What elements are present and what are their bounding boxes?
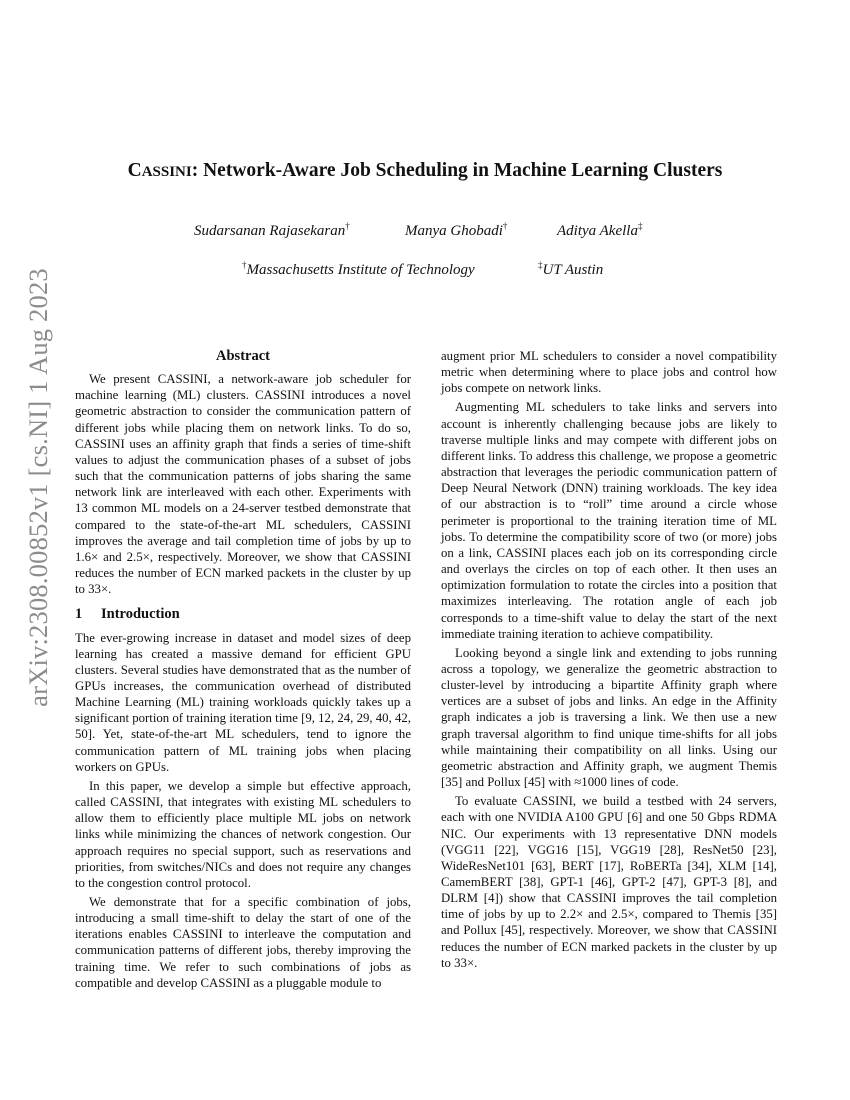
intro-paragraph-5: Looking beyond a single link and extending to jobs running across a topology, we generalize the geometric abstraction to cluster-level by introducing a bipartite Affinity graph where vertices are a subset of jobs and links. An edge in the Affinity graph indicates a job is traversing a link. We then use a new graph traversal algorithm to find unique time-shifts for all jobs while maintaining their compatibility on all links. Using our geometric abstraction and Affinity graph, we augment Themis [35] and Pollux [45] with ≈1000 lines of code.	[441, 645, 777, 790]
abstract-text: We present CASSINI, a network-aware job scheduler for machine learning (ML) clusters. CASSINI introduces a novel geometric abstraction to consider the communication pattern of different jobs while placing them on network links. To do so, CASSINI uses an affinity graph that finds a series of time-shift values to adjust the communication phases of a subset of jobs such that the communication patterns of jobs sharing the same network link are interleaved with each other. Experiments with 13 common ML models on a 24-server testbed demonstrate that compared to the state-of-the-art ML schedulers, CASSINI improves the average and tail completion time of jobs by up to 1.6× and 2.5×, respectively. Moreover, we show that CASSINI reduces the number of ECN marked packets in the cluster by up to 33×.	[75, 372, 411, 597]
intro-paragraph-2: In this paper, we develop a simple but effective approach, called CASSINI, that integrates with existing ML schedulers to allow them to efficiently place multiple ML jobs on network links while minimizing the chances of network congestion. Our approach requires no special support, such as reservations and priorities, from switches/NICs and does not require any changes to the congestion control protocol.	[75, 778, 411, 890]
section-heading-introduction	[75, 606, 411, 622]
intro-paragraph-6: To evaluate CASSINI, we build a testbed with 24 servers, each with one NVIDIA A100 GPU [6] and one 50 Gbps RDMA NIC. Our experiments with 13 representative DNN models (VGG11 [22], VGG16 [15], VGG19 [28], ResNet50 [23], WideResNet101 [63], BERT [17], RoBERTa [34], XLM [14], CamemBERT [38], GPT-1 [46], GPT-2 [47], GPT-3 [8], and DLRM [4]) show that CASSINI improves the tail completion time of jobs by up to 2.2× and 2.5×, compared to Themis [35] and Pollux [45], respectively. Moreover, we show that CASSINI reduces the number of ECN marked packets in the cluster by up to 33×.	[441, 794, 777, 970]
intro-paragraph-3-continued: augment prior ML schedulers to consider a novel compatibility metric when determining where to place jobs and control how jobs compete on network links.	[441, 349, 777, 396]
title-text: : Network-Aware Job Scheduling in Machine Learning Clusters	[191, 160, 723, 181]
section-title: Introduction	[101, 606, 180, 623]
right-column	[441, 348, 777, 974]
affiliation-list	[0, 262, 850, 282]
arxiv-identifier: arXiv:2308.00852v1 [cs.NI] 1 Aug 2023	[22, 267, 53, 707]
section-number: 1	[75, 606, 83, 623]
author-2: Manya Ghobadi†	[405, 221, 508, 239]
author-3: Aditya Akella‡	[557, 221, 643, 239]
left-column	[75, 348, 411, 994]
title-name-initial: C	[127, 160, 142, 181]
intro-paragraph-3: We demonstrate that for a specific combination of jobs, introducing a small time-shift to delay the start of one of the iterations enables CASSINI to interleave the computation and communication patterns of different jobs, thereby improving the training time. We refer to such combinations of jobs as compatible and develop CASSINI as a pluggable module to	[75, 895, 411, 990]
abstract-heading: Abstract	[216, 348, 270, 364]
affiliation-2: ‡UT Austin	[538, 260, 604, 278]
affiliation-1: †Massachusetts Institute of Technology	[242, 260, 475, 278]
arxiv-side-label	[16, 267, 60, 707]
author-list	[0, 223, 850, 243]
paper-title	[60, 160, 790, 182]
author-1: Sudarsanan Rajasekaran†	[194, 221, 350, 239]
intro-paragraph-4: Augmenting ML schedulers to take links and servers into account is inherently challenging because jobs are likely to traverse multiple links and may compete with different jobs on different links. To address this challenge, we propose a geometric abstraction that leverages the periodic communication pattern of Deep Neural Network (DNN) training workloads. The key idea of our abstraction is to “roll” time around a circle whose perimeter is proportional to the training iteration time of ML jobs. To determine the compatibility score of two (or more) jobs on a link, CASSINI places each job on its corresponding circle and overlays the circles on top of each other. It then uses an optimization formulation to rotate the circles into a position that maximizes interleaving. The rotation angle of each job corresponds to a time-shift value to delay the start of the next immediate training iteration to achieve compatibility.	[441, 400, 777, 641]
intro-paragraph-1: The ever-growing increase in dataset and model sizes of deep learning has created a massive demand for efficient GPU clusters. Several studies have demonstrated that as the number of GPUs increases, the communication overhead of distributed Machine Learning (ML) training workloads quickly takes up a significant portion of training iteration time [9, 12, 24, 29, 40, 42, 50]. Yet, state-of-the-art ML schedulers, tend to ignore the communication pattern of ML training jobs when placing workers on GPUs.	[75, 630, 411, 774]
title-name-rest: ASSINI	[141, 164, 192, 180]
